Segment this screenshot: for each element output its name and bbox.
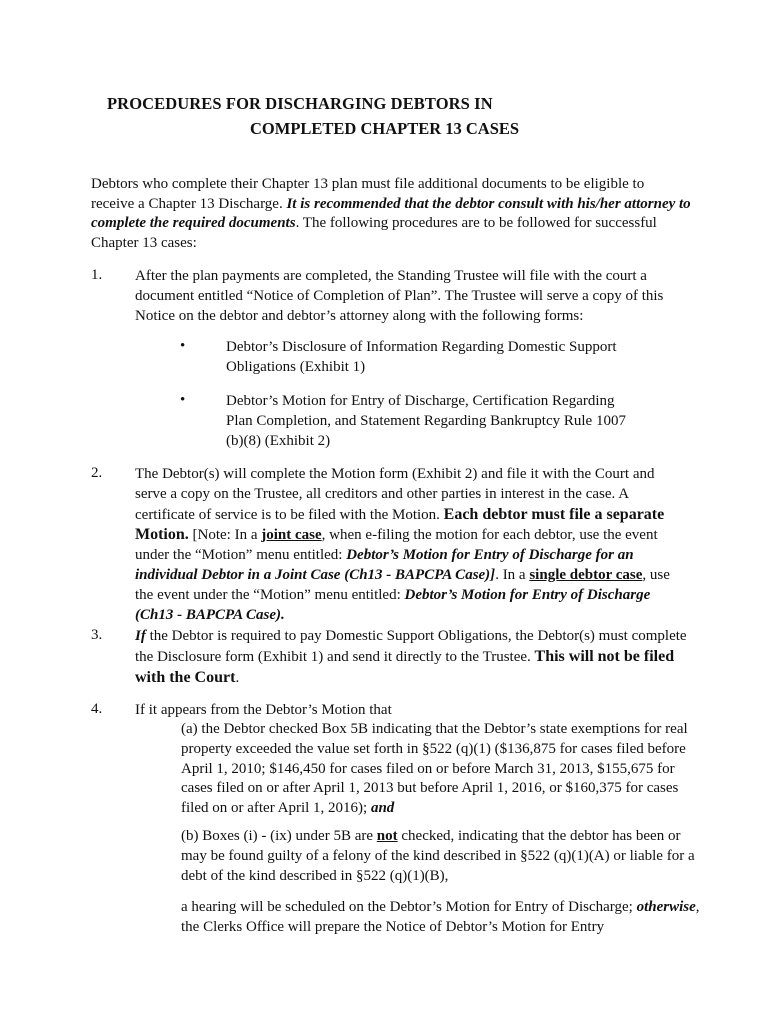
- item4-b-not: not: [376, 828, 398, 844]
- item-text: After the plan payments are completed, the Standing Trustee will file with the court a document entitled “Notice of Completion of Plan”. The Trustee will serve a copy of this Notice on the debtor and debtor’s attorney along with the following forms:: [135, 268, 664, 324]
- item2-text-7: . In a: [495, 566, 530, 583]
- item2-text-5: , when e-filing the motion for each debtor, use the event under the “Motion” menu entitled:: [135, 527, 658, 564]
- document-title-line1: PROCEDURES FOR DISCHARGING DEBTORS IN: [107, 94, 493, 113]
- item2-single-debtor-case: single debtor case: [529, 566, 643, 583]
- item-text: [135, 465, 687, 625]
- bullet-symbol: •: [180, 338, 186, 354]
- item4-condition-b: [181, 827, 701, 886]
- item4-b-text-1: (b) Boxes (i) - (ix) under 5B are: [181, 828, 377, 844]
- item2-joint-case: joint case: [261, 527, 322, 544]
- item-number: 3.: [91, 627, 103, 643]
- document-title-line2: COMPLETED CHAPTER 13 CASES: [250, 119, 520, 138]
- item4-a-and: and: [370, 800, 395, 817]
- bullet-symbol: •: [180, 392, 186, 408]
- item3-text-4: .: [235, 669, 240, 686]
- item3-text-2: the Debtor is required to pay Domestic Support Obligations, the Debtor(s) must complete the Disclosure form (Exhibit 1) and send it directly to the Trustee.: [135, 628, 687, 665]
- item4-conclusion: [181, 898, 701, 938]
- intro-text-1: Debtors who complete their Chapter 13 plan must file additional documents to be eligible to receive a Chapter 13 Discharge.: [91, 176, 645, 212]
- item2-single-event-name: Debtor’s Motion for Entry of Discharge (Ch13 - BAPCPA Case).: [135, 586, 651, 623]
- item-text: If it appears from the Debtor’s Motion that: [135, 702, 392, 718]
- item3-not-filed: This will not be filed with the Court: [135, 647, 675, 686]
- item2-text-1: The Debtor(s) will complete the Motion form (Exhibit 2) and file it with the Court and serve a copy on the Trustee, all creditors and other parties in interest in the case. A certificate of service is to be filed with the Motion.: [135, 466, 655, 523]
- bullet-text: Debtor’s Disclosure of Information Regarding Domestic Support Obligations (Exhibit 1): [226, 339, 617, 375]
- item2-text-9: , use the event under the “Motion” menu entitled:: [135, 566, 670, 603]
- intro-paragraph: [91, 175, 691, 254]
- item-text: [135, 627, 687, 688]
- item4-c-text-2: , the Clerks Office will prepare the Notice of Debtor’s Motion for Entry: [181, 899, 700, 935]
- item-number: 2.: [91, 465, 103, 481]
- bullet-text: Debtor’s Motion for Entry of Discharge, Certification Regarding Plan Completion, and Statement Regarding Bankruptcy Rule 1007 (b)(8) (Exhibit 2): [226, 393, 626, 449]
- intro-text-3: . The following procedures are to be followed for successful Chapter 13 cases:: [91, 215, 657, 252]
- item4-b-text-2: checked, indicating that the debtor has been or may be found guilty of a felony of the kind described in §522 (q)(1)(A) or liable for a debt of the kind described in §522 (q)(1)(B),: [181, 828, 695, 884]
- item-number: 4.: [91, 701, 103, 717]
- intro-recommendation: It is recommended that the debtor consult with his/her attorney to complete the required documents: [91, 195, 691, 232]
- item-number: 1.: [91, 267, 103, 283]
- item2-separate-motion: Each debtor must file a separate Motion.: [135, 505, 665, 544]
- item3-if: If: [135, 628, 146, 644]
- item2-text-3: [Note: In a: [188, 527, 262, 544]
- item4-a-text: (a) the Debtor checked Box 5B indicating that the Debtor’s state exemptions for real property exceeded the value set forth in §522 (q)(1) ($136,875 for cases filed before April 1, 2010; $146,450 for cases filed on or before March 31, 2013, $155,675 for cases filed on or after April 1, 2013 but before April 1, 2016, or $160,375 for cases filed on or after April 1, 2016);: [181, 721, 688, 817]
- item4-condition-a: [181, 720, 701, 819]
- item4-otherwise: otherwise: [636, 899, 696, 915]
- item2-joint-event-name: Debtor’s Motion for Entry of Discharge for an individual Debtor in a Joint Case (Ch13 - BAPCPA Case)]: [135, 547, 634, 583]
- item4-c-text-1: a hearing will be scheduled on the Debtor’s Motion for Entry of Discharge;: [181, 899, 637, 915]
